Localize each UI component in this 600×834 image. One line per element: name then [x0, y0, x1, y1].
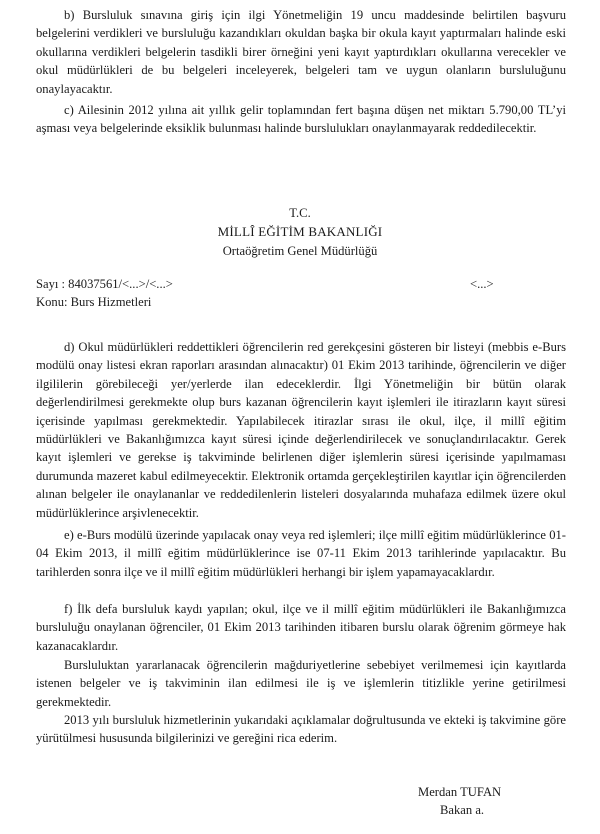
signature-name: Merdan TUFAN [418, 785, 502, 799]
subject-line: Konu: Burs Hizmetleri [36, 295, 152, 309]
header-ministry: MİLLÎ EĞİTİM BAKANLIĞI [217, 224, 383, 239]
paragraph-g: Bursluluktan yararlanacak öğrencilerin mağduriyetlerine sebebiyet verilmemesi için kayıtlarda istenen belgeler ve iş takviminin ilan edilmesi ile iş ve işlemlerin titizlikle yerine getirilmesi gerekmektedir. [36, 658, 566, 709]
paragraph-b: b) Bursluluk sınavına giriş için ilgi Yönetmeliğin 19 uncu maddesinde belirtilen başvuru belgelerini verdikleri ve bursluluğu kazandıkları okuldan başka bir okula kayıt yaptırmaları halinde eski okullarına verdikleri belgelerin tasdikli birer örneğini yeni kayıt yaptırdıkları okullarına verecekler ve okul müdürlükleri de bu belgeleri inceleyerek, belgeleri tam ve uygun olanların bursluluğunu onaylayacaktır. [36, 8, 566, 96]
paragraph-e: e) e-Burs modülü üzerinde yapılacak onay veya red işlemleri; ilçe millî eğitim müdürlüklerince 01-04 Ekim 2013, il millî eğitim müdürlüklerince ise 07-11 Ekim 2013 tarihlerinde yapılacaktır. Bu tarihlerden sonra ilçe ve il millî eğitim müdürlükleri herhangi bir işlem yapamayacaklardır. [36, 528, 566, 579]
paragraph-h: 2013 yılı bursluluk hizmetlerinin yukarıdaki açıklamalar doğrultusunda ve ekteki iş takvimine göre yürütülmesi hususunda bilgilerinizi ve gereğini rica ederim. [36, 713, 566, 746]
document-date: <...> [470, 277, 494, 291]
paragraph-f: f) İlk defa bursluluk kaydı yapılan; okul, ilçe ve il millî eğitim müdürlükleri ile Bakanlığımızca bursluluğu onaylanan öğrenciler, 01 Ekim 2013 tarihinden itibaren burslu olarak öğrenim görmeye hak kazanacaklardır. [36, 602, 566, 653]
paragraph-c: c) Ailesinin 2012 yılına ait yıllık gelir toplamından fert başına düşen net miktarı 5.790,00 TL’yi aşması veya belgelerinde eksiklik bulunması halinde burslulukları onaylanmayarak reddedilecektir. [36, 103, 566, 136]
header-country: T.C. [289, 206, 311, 220]
reference-number: Sayı : 84037561/<...>/<...> [36, 277, 173, 291]
paragraph-d: d) Okul müdürlükleri reddettikleri öğrencilerin red gerekçesini gösteren bir listeyi (mebbis e-Burs modülü onay listesi ekran raporları arasından alınacaktır) 01 Ekim 2013 tarihinde, öğrencilerin ve diğer ilgililerin görebileceği yer/yerlerde ilan edeceklerdir. İlgi Yönetmeliğin bir bütün olarak değerlendirilmesi gerekmekte olup burs kazanan öğrencilerin kayıt işlemleri ile itirazların kayıt süresi içerisinde yapılması gerekmektedir. Yapılabilecek itirazlar sırası ile okul, ilçe, il millî eğitim müdürlükleri ve Bakanlığımızca kayıt süresi içinde değerlendirilecek ve sonuçlandırılacaktır. Gerek kayıt işlemleri ve gerekse iş takviminde belirlenen diğer işlemlerin süresi içerisinde yapılmaması durumunda mazeret kabul edilmeyecektir. Elektronik ortamda gerçekleştirilen kayıtlar için öğrencilerden alınan belgeler ile onaylananlar ve reddedilenlerin listeleri dosyalarında muhafaza edilmek üzere okul müdürlüklerince arşivlenecektir. [36, 340, 566, 520]
header-directorate: Ortaöğretim Genel Müdürlüğü [222, 244, 378, 258]
signature-title: Bakan a. [440, 803, 485, 817]
